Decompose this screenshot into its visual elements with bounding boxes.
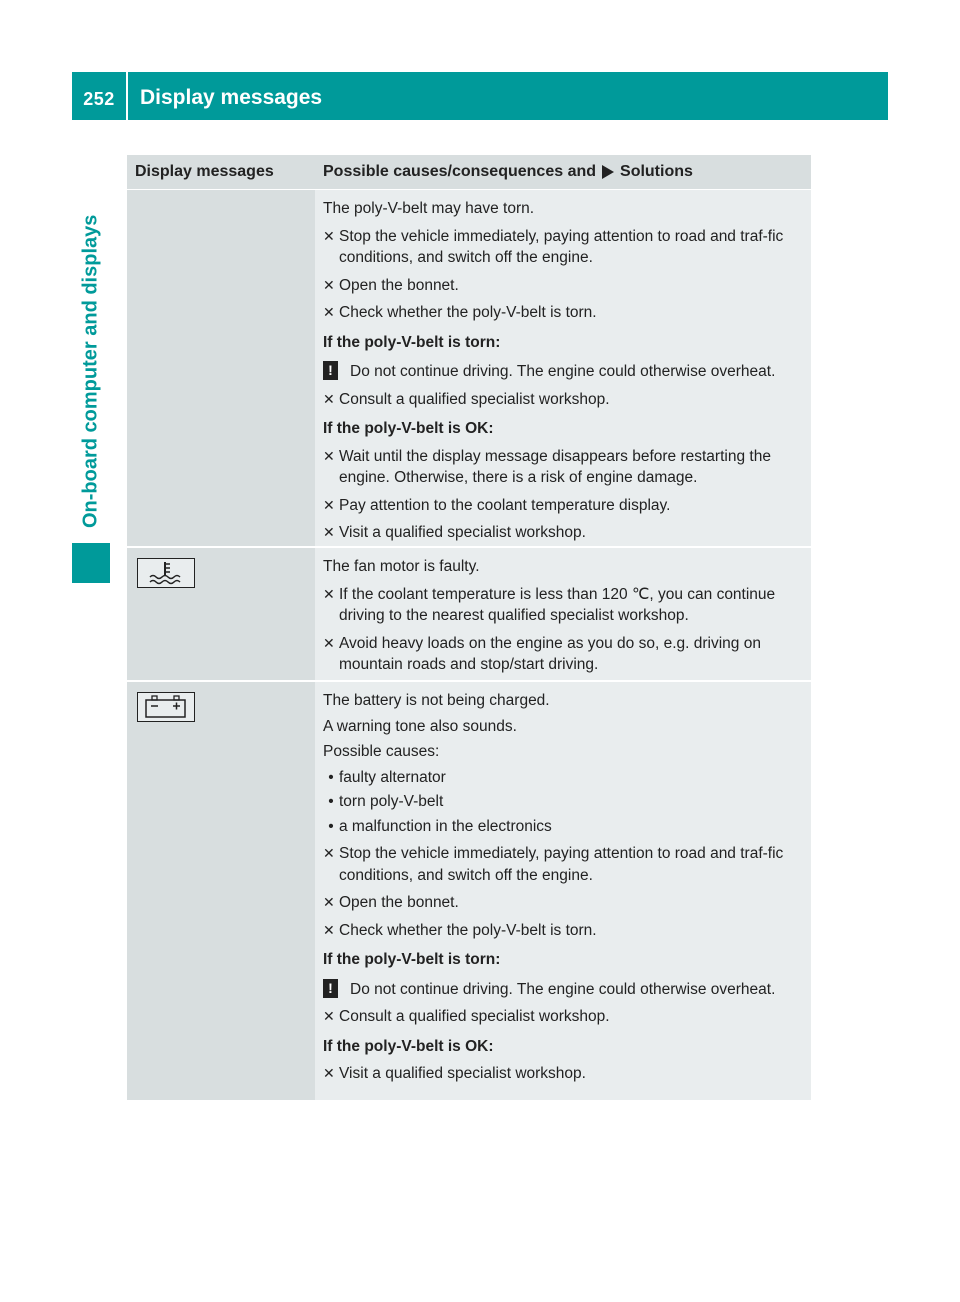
step-text: If the coolant temperature is less than 120 ℃, you can continue driving to the nearest qualified specialist workshop. (339, 585, 776, 624)
side-tab-label: On-board computer and displays (79, 214, 102, 528)
bullet-icon: • (328, 768, 334, 786)
step-text: Visit a qualified specialist workshop. (339, 524, 586, 541)
step-item (323, 522, 805, 544)
bullet-icon: • (328, 793, 334, 810)
step-arrow-icon: ✕ (323, 894, 335, 910)
step-arrow-icon: ✕ (323, 390, 335, 407)
side-tab (72, 128, 110, 583)
list-item (323, 791, 805, 813)
step-arrow-icon: ✕ (323, 276, 335, 293)
warning-icon: ! (323, 979, 338, 998)
column-header-causes: Possible causes/consequences and (323, 163, 597, 180)
step-item (323, 226, 805, 269)
warning-note (323, 361, 805, 383)
step-arrow-icon: ✕ (323, 304, 335, 320)
list-item-text: torn poly-V-belt (339, 793, 444, 810)
step-item (323, 302, 805, 324)
step-text: Stop the vehicle immediately, paying attention to road and traf-fic conditions, and switch off the engine. (339, 227, 784, 266)
step-text: Open the bonnet. (339, 894, 459, 911)
list-item-text: a malfunction in the electronics (339, 817, 552, 835)
step-text: Consult a qualified specialist workshop. (339, 390, 610, 408)
step-item (323, 584, 805, 627)
message-cell (127, 682, 315, 1100)
cause-text: Possible causes: (323, 743, 440, 760)
page-title: Display messages (140, 86, 323, 109)
list-item (323, 816, 805, 838)
step-item (323, 275, 805, 297)
warning-text: Do not continue driving. The engine could otherwise overheat. (350, 980, 776, 998)
torn-heading: If the poly-V-belt is torn: (323, 951, 501, 968)
step-text: Open the bonnet. (339, 276, 459, 294)
step-arrow-icon: ✕ (323, 227, 335, 244)
column-header-solutions (315, 155, 811, 189)
solution-cell (315, 548, 811, 680)
step-item (323, 1006, 805, 1028)
step-item (323, 1063, 805, 1085)
solution-cell (315, 190, 811, 546)
step-item (323, 446, 805, 489)
table-header (127, 155, 811, 190)
table-row (127, 682, 811, 1100)
header-divider (126, 72, 128, 120)
cause-text: The poly-V-belt may have torn. (323, 200, 535, 217)
step-arrow-icon: ✕ (323, 1008, 335, 1024)
step-arrow-icon: ✕ (323, 496, 335, 513)
coolant-temperature-icon (137, 558, 195, 588)
step-arrow-icon: ✕ (323, 447, 335, 464)
solution-cell (315, 682, 811, 1100)
step-arrow-icon: ✕ (323, 524, 335, 540)
step-arrow-icon: ✕ (323, 845, 335, 861)
bullet-icon: • (328, 817, 334, 835)
step-item (323, 495, 805, 517)
ok-heading: If the poly-V-belt is OK: (323, 420, 494, 437)
step-text: Check whether the poly-V-belt is torn. (339, 304, 597, 321)
step-arrow-icon: ✕ (323, 1065, 335, 1081)
step-item (323, 843, 805, 886)
torn-heading: If the poly-V-belt is torn: (323, 333, 501, 351)
list-item-text: faulty alternator (339, 768, 446, 786)
step-item (323, 633, 805, 676)
arrow-right-icon (602, 165, 614, 179)
step-item (323, 892, 805, 914)
step-text: Visit a qualified specialist workshop. (339, 1065, 586, 1082)
cause-text: The fan motor is faulty. (323, 558, 480, 575)
table-row (127, 548, 811, 682)
warning-icon: ! (323, 361, 338, 380)
warning-note (323, 979, 805, 1001)
column-header-display-messages: Display messages (135, 163, 274, 180)
step-text: Check whether the poly-V-belt is torn. (339, 921, 597, 939)
warning-text: Do not continue driving. The engine could otherwise overheat. (350, 363, 776, 380)
step-text: Avoid heavy loads on the engine as you do so, e.g. driving on mountain roads and stop/start driving. (339, 634, 761, 673)
table-row (127, 190, 811, 548)
step-arrow-icon: ✕ (323, 921, 335, 938)
step-text: Wait until the display message disappears before restarting the engine. Otherwise, there is a risk of engine damage. (339, 447, 771, 486)
step-item (323, 920, 805, 942)
step-text: Pay attention to the coolant temperature display. (339, 496, 671, 514)
step-item (323, 389, 805, 411)
step-text: Stop the vehicle immediately, paying attention to road and traf-fic conditions, and switch off the engine. (339, 845, 784, 884)
step-arrow-icon: ✕ (323, 585, 335, 602)
list-item (323, 767, 805, 789)
message-cell (127, 190, 315, 546)
header-bar (72, 72, 888, 120)
side-tab-marker (72, 543, 110, 583)
step-arrow-icon: ✕ (323, 634, 335, 651)
messages-table (127, 155, 811, 1100)
ok-heading: If the poly-V-belt is OK: (323, 1037, 494, 1055)
step-text: Consult a qualified specialist workshop. (339, 1008, 610, 1025)
page-number: 252 (83, 88, 115, 109)
message-cell (127, 548, 315, 680)
column-header-solutions-label: Solutions (620, 163, 693, 180)
battery-icon (137, 692, 195, 722)
cause-text: A warning tone also sounds. (323, 717, 517, 735)
cause-text: The battery is not being charged. (323, 692, 550, 709)
